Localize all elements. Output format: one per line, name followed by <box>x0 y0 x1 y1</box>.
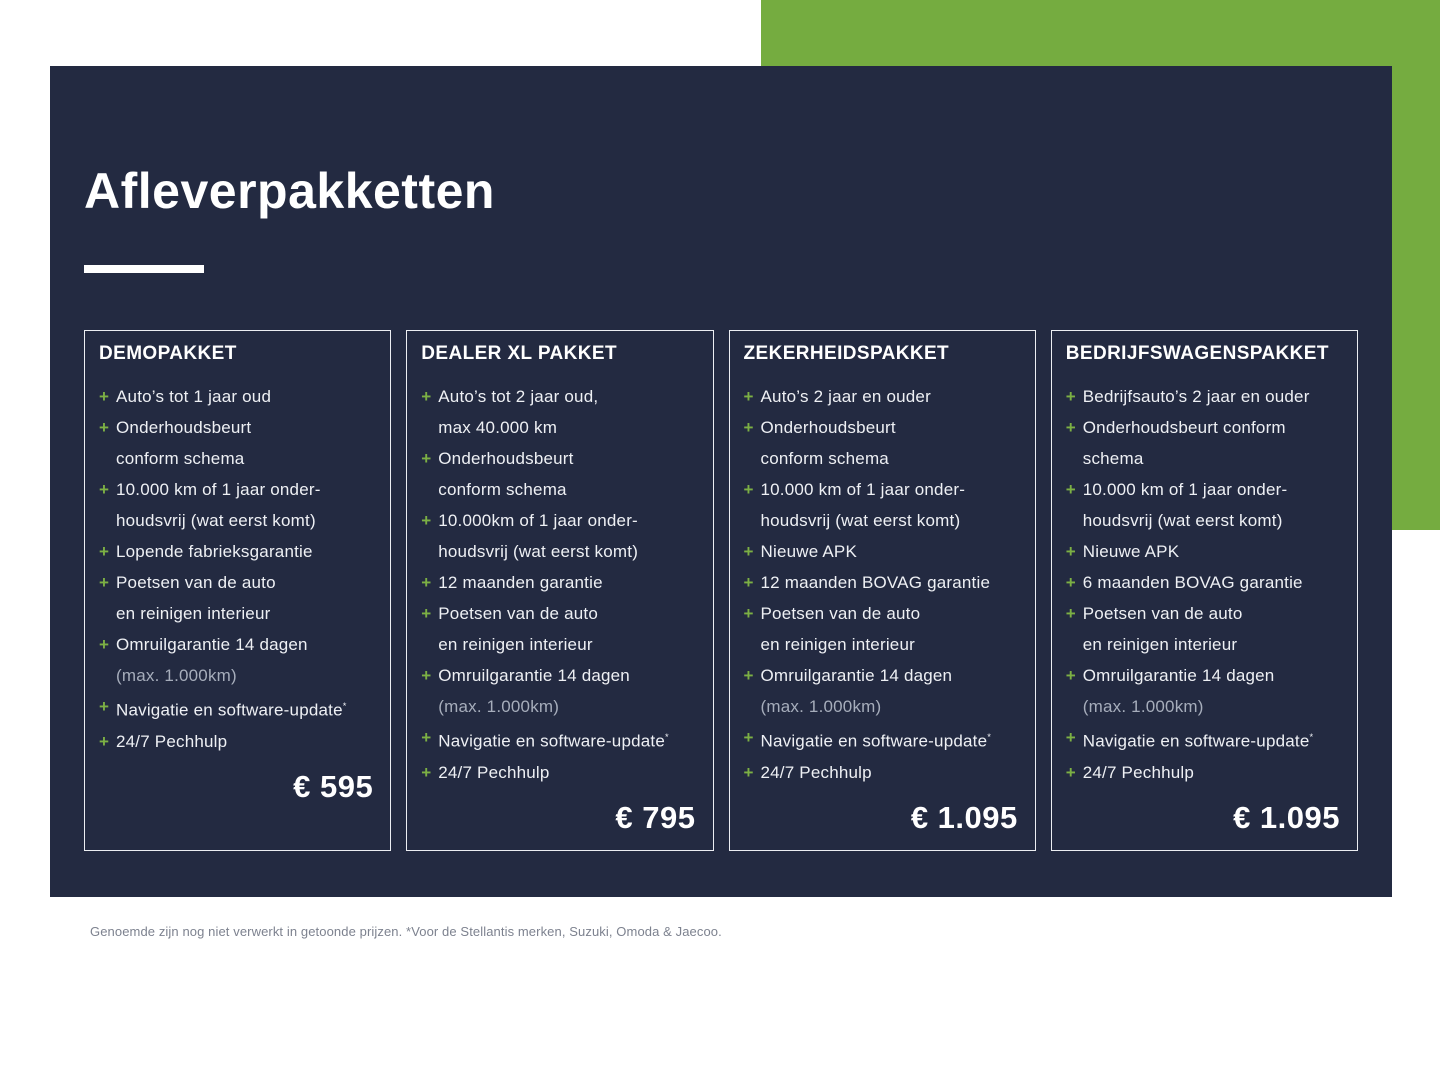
package-price: € 795 <box>615 799 696 835</box>
plus-icon: + <box>99 418 109 437</box>
asterisk-note: * <box>1309 732 1314 742</box>
feature-text <box>761 381 931 412</box>
feature-line: 10.000km of 1 jaar onder- <box>438 511 638 530</box>
feature-line: 10.000 km of 1 jaar onder- <box>760 480 966 499</box>
feature-text <box>761 757 872 788</box>
feature-item <box>421 567 698 598</box>
feature-line: houdsvrij (wat eerst komt) <box>760 511 961 530</box>
feature-line: Omruilgarantie 14 dagen <box>438 666 630 685</box>
feature-item <box>421 598 698 660</box>
plus-icon: + <box>1065 480 1076 499</box>
feature-item <box>99 536 376 567</box>
feature-list <box>744 381 1021 788</box>
title-underline <box>84 265 204 273</box>
package-card <box>729 330 1036 851</box>
feature-text <box>116 381 271 412</box>
feature-item <box>1066 567 1343 598</box>
plus-icon: + <box>421 511 432 530</box>
feature-list <box>99 381 376 757</box>
feature-line: 24/7 Pechhulp <box>760 762 872 782</box>
feature-item <box>421 722 698 757</box>
feature-item <box>1066 722 1343 757</box>
feature-line: Poetsen van de auto <box>760 604 921 623</box>
feature-line: Poetsen van de auto <box>438 604 599 623</box>
package-price: € 1.095 <box>1233 799 1340 835</box>
feature-text <box>438 722 669 757</box>
feature-text <box>1083 660 1275 722</box>
feature-line: 24/7 Pechhulp <box>438 762 550 782</box>
feature-item <box>99 567 376 629</box>
feature-item <box>744 722 1021 757</box>
feature-text <box>761 412 896 474</box>
plus-icon: + <box>421 387 432 406</box>
plus-icon: + <box>743 542 754 561</box>
feature-line: Omruilgarantie 14 dagen <box>116 635 308 654</box>
plus-icon: + <box>743 387 754 406</box>
plus-icon: + <box>1065 418 1076 437</box>
feature-line: conform schema <box>116 449 245 468</box>
plus-icon: + <box>743 728 754 747</box>
package-card <box>84 330 391 851</box>
feature-item <box>744 757 1021 788</box>
feature-line: 12 maanden BOVAG garantie <box>760 573 991 592</box>
feature-item <box>99 412 376 474</box>
feature-item <box>99 381 376 412</box>
package-card-title: BEDRIJFSWAGENSPAKKET <box>1065 343 1329 364</box>
feature-item <box>421 381 698 443</box>
feature-item <box>744 381 1021 412</box>
plus-icon: + <box>743 573 754 592</box>
feature-text <box>761 660 953 722</box>
feature-line: Navigatie en software-update* <box>116 700 347 720</box>
package-cards <box>84 330 1358 851</box>
package-card-title: DEMOPAKKET <box>99 343 237 364</box>
feature-item <box>744 598 1021 660</box>
feature-item <box>744 474 1021 536</box>
feature-item <box>421 443 698 505</box>
feature-text <box>438 660 630 722</box>
feature-item <box>744 412 1021 474</box>
feature-line: Navigatie en software-update* <box>760 731 992 751</box>
feature-line: Onderhoudsbeurt <box>438 449 574 468</box>
feature-line: en reinigen interieur <box>760 635 915 654</box>
feature-item <box>1066 474 1343 536</box>
plus-icon: + <box>99 731 109 751</box>
package-price: € 1.095 <box>910 799 1018 835</box>
feature-item <box>744 536 1021 567</box>
feature-text <box>761 722 992 757</box>
package-price: € 595 <box>293 768 374 804</box>
plus-icon: + <box>743 762 754 782</box>
feature-line: Auto’s tot 2 jaar oud, <box>438 387 599 406</box>
feature-item <box>421 660 698 722</box>
feature-text <box>116 567 276 629</box>
plus-icon: + <box>421 449 432 468</box>
feature-line: 10.000 km of 1 jaar onder- <box>116 480 321 499</box>
asterisk-note: * <box>987 732 992 742</box>
feature-line: Omruilgarantie 14 dagen <box>760 666 953 685</box>
feature-line: Poetsen van de auto <box>116 573 276 592</box>
feature-item <box>1066 660 1343 722</box>
feature-line: Nieuwe APK <box>760 542 857 561</box>
package-card <box>406 330 713 851</box>
feature-item <box>421 505 698 567</box>
plus-icon: + <box>421 728 432 747</box>
feature-line: 6 maanden BOVAG garantie <box>1082 573 1303 592</box>
feature-text <box>438 757 549 788</box>
feature-list <box>1066 381 1343 788</box>
feature-line: Onderhoudsbeurt <box>116 418 252 437</box>
feature-text <box>761 536 858 567</box>
plus-icon: + <box>1065 542 1076 561</box>
feature-line: max 40.000 km <box>438 418 558 437</box>
footnote: Genoemde zijn nog niet verwerkt in getoonde prijzen. *Voor de Stellantis merken, Suzuki, Omoda & Jaecoo. <box>90 924 722 939</box>
feature-item <box>421 757 698 788</box>
feature-text <box>438 381 598 443</box>
asterisk-note: * <box>342 701 347 711</box>
plus-icon: + <box>1065 762 1076 782</box>
feature-text <box>1083 536 1180 567</box>
plus-icon: + <box>99 387 109 406</box>
feature-line: Navigatie en software-update* <box>1082 731 1314 751</box>
plus-icon: + <box>1065 573 1076 592</box>
feature-line: (max. 1.000km) <box>116 666 237 685</box>
feature-line: houdsvrij (wat eerst komt) <box>116 511 316 530</box>
package-card-title: DEALER XL PAKKET <box>421 343 617 364</box>
plus-icon: + <box>421 762 432 782</box>
feature-item <box>99 691 376 726</box>
feature-line: houdsvrij (wat eerst komt) <box>438 542 639 561</box>
feature-line: Onderhoudsbeurt <box>760 418 896 437</box>
feature-text <box>1083 567 1303 598</box>
feature-line: Bedrijfsauto’s 2 jaar en ouder <box>1082 387 1310 406</box>
feature-line: en reinigen interieur <box>1082 635 1238 654</box>
package-card <box>1051 330 1358 851</box>
feature-text <box>116 412 251 474</box>
plus-icon: + <box>1065 387 1076 406</box>
feature-line: Nieuwe APK <box>1082 542 1180 561</box>
plus-icon: + <box>743 604 754 623</box>
plus-icon: + <box>421 604 432 623</box>
feature-line: Auto’s tot 1 jaar oud <box>116 387 272 406</box>
feature-text <box>761 474 966 536</box>
feature-text <box>1083 381 1310 412</box>
plus-icon: + <box>421 573 432 592</box>
plus-icon: + <box>99 573 109 592</box>
plus-icon: + <box>99 635 109 654</box>
feature-text <box>1083 757 1194 788</box>
feature-line: 12 maanden garantie <box>438 573 603 592</box>
feature-text <box>438 567 602 598</box>
feature-line: Omruilgarantie 14 dagen <box>1082 666 1275 685</box>
feature-text <box>438 598 598 660</box>
feature-text <box>1083 598 1243 660</box>
feature-line: Poetsen van de auto <box>1082 604 1243 623</box>
feature-line: 24/7 Pechhulp <box>116 731 228 751</box>
packages-panel <box>50 66 1392 897</box>
feature-item <box>1066 381 1343 412</box>
feature-line: conform schema <box>760 449 889 468</box>
feature-item <box>744 660 1021 722</box>
feature-text <box>1083 722 1314 757</box>
feature-text <box>438 505 638 567</box>
page-title: Afleverpakketten <box>84 163 495 219</box>
feature-text <box>1083 412 1286 474</box>
feature-line: (max. 1.000km) <box>438 697 560 716</box>
plus-icon: + <box>99 697 109 716</box>
feature-text <box>1083 474 1288 536</box>
feature-line: Auto’s 2 jaar en ouder <box>760 387 931 406</box>
feature-line: 10.000 km of 1 jaar onder- <box>1082 480 1288 499</box>
feature-line: 24/7 Pechhulp <box>1082 762 1195 782</box>
plus-icon: + <box>743 666 754 685</box>
feature-line: (max. 1.000km) <box>760 697 882 716</box>
plus-icon: + <box>99 542 109 561</box>
feature-text <box>761 567 991 598</box>
feature-text <box>438 443 573 505</box>
feature-line: Onderhoudsbeurt conform <box>1082 418 1286 437</box>
feature-item <box>744 567 1021 598</box>
feature-line: Navigatie en software-update* <box>438 731 669 751</box>
asterisk-note: * <box>664 732 669 742</box>
feature-item <box>1066 598 1343 660</box>
plus-icon: + <box>1065 666 1076 685</box>
feature-item <box>99 629 376 691</box>
feature-text <box>116 474 321 536</box>
feature-text <box>116 536 313 567</box>
feature-item <box>1066 536 1343 567</box>
feature-line: en reinigen interieur <box>116 604 271 623</box>
feature-text <box>116 726 227 757</box>
feature-item <box>1066 757 1343 788</box>
feature-text <box>761 598 921 660</box>
feature-item <box>1066 412 1343 474</box>
feature-item <box>99 474 376 536</box>
plus-icon: + <box>99 480 109 499</box>
plus-icon: + <box>421 666 432 685</box>
feature-text <box>116 629 308 691</box>
feature-text <box>116 691 347 726</box>
plus-icon: + <box>1065 604 1076 623</box>
plus-icon: + <box>743 418 754 437</box>
plus-icon: + <box>1065 728 1076 747</box>
feature-list <box>421 381 698 788</box>
feature-line: houdsvrij (wat eerst komt) <box>1082 511 1283 530</box>
feature-line: Lopende fabrieksgarantie <box>116 542 313 561</box>
feature-item <box>99 726 376 757</box>
plus-icon: + <box>743 480 754 499</box>
feature-line: en reinigen interieur <box>438 635 593 654</box>
package-card-title: ZEKERHEIDSPAKKET <box>743 343 950 364</box>
feature-line: schema <box>1082 449 1144 468</box>
feature-line: conform schema <box>438 480 567 499</box>
feature-line: (max. 1.000km) <box>1082 697 1204 716</box>
